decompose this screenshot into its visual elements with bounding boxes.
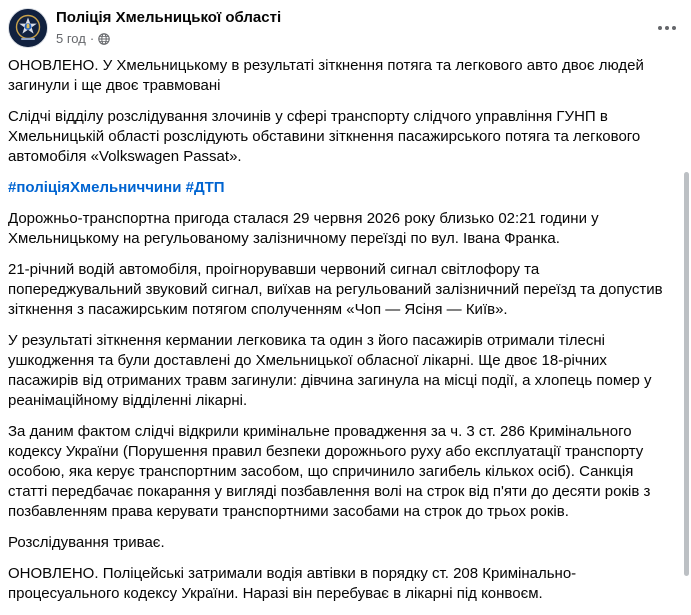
post-hashtags: [8, 178, 676, 198]
post-paragraph-4: 21-річний водій автомобіля, проігнорувавши червоний сигнал світлофору та попереджувальний звуковий сигнал, виїхав на регульований залізничний переїзд та допустив зіткнення з пасажирським потягом сполученням «Чоп — Ясіня — Київ».: [8, 261, 663, 318]
post-paragraph-8: ОНОВЛЕНО. Поліцейські затримали водія автівки в порядку ст. 208 Кримінально-процесуального кодексу України. Наразі він перебуває в лікарні під конвоєм.: [8, 565, 577, 602]
police-emblem-icon: [9, 9, 47, 47]
post-paragraph-6: За даним фактом слідчі відкрили кримінальне провадження за ч. 3 ст. 286 Кримінального кодексу України (Порушення правил безпеки дорожнього руху або експлуатації транспорту особою, яка керує транспортним засобом, що спричинило загибель кількох осіб). Санкція статті передбачає покарання у вигляді позбавлення волі на строк від п'яти до десяти років з позбавленням права керувати транспортними засобами на строк до трьох років.: [8, 423, 651, 520]
more-options-icon: [658, 26, 676, 30]
page-name-link[interactable]: Поліція Хмельницької області: [56, 9, 282, 26]
hashtag-dtp-link[interactable]: #ДТП: [185, 179, 225, 196]
post-paragraph-1: ОНОВЛЕНО. У Хмельницькому в результаті зіткнення потяга та легкового авто двоє людей загинули і ще двоє травмовані: [8, 57, 644, 94]
post-timestamp[interactable]: 5 год: [56, 30, 86, 46]
globe-icon: [98, 33, 110, 45]
hashtag-police-link[interactable]: #поліціяХмельниччини: [8, 179, 182, 196]
post-header: [0, 0, 691, 56]
post-paragraph-5: У результаті зіткнення кермании легковика та один з його пасажирів отримали тілесні ушкодження та були доставлені до Хмельницької обласної лікарні. Ще двоє 18-річних пасажирів від отриманих травм загинули: дівчина загинула на місці події, а хлопець помер у реанімаційному відділенні лікарні.: [8, 332, 652, 409]
post-paragraph-2: Слідчі відділу розслідування злочинів у сфері транспорту слідчого управління ГУНП в Хмельницькій області розслідують обставини зіткнення пасажирського потяга та легкового автомобіля «Volkswagen Passat».: [8, 108, 641, 165]
meta-separator: ·: [89, 30, 95, 46]
post-meta: [56, 30, 110, 46]
post-body: [8, 56, 676, 615]
avatar[interactable]: [8, 8, 48, 48]
more-options-button[interactable]: [651, 12, 683, 44]
post-paragraph-7: Розслідування триває.: [8, 534, 165, 551]
post-paragraph-3: Дорожньо-транспортна пригода сталася 29 червня 2026 року близько 02:21 години у Хмельницькому на регульованому залізничному переїзді по вул. Івана Франка.: [8, 210, 599, 247]
scrollbar[interactable]: [684, 172, 689, 576]
